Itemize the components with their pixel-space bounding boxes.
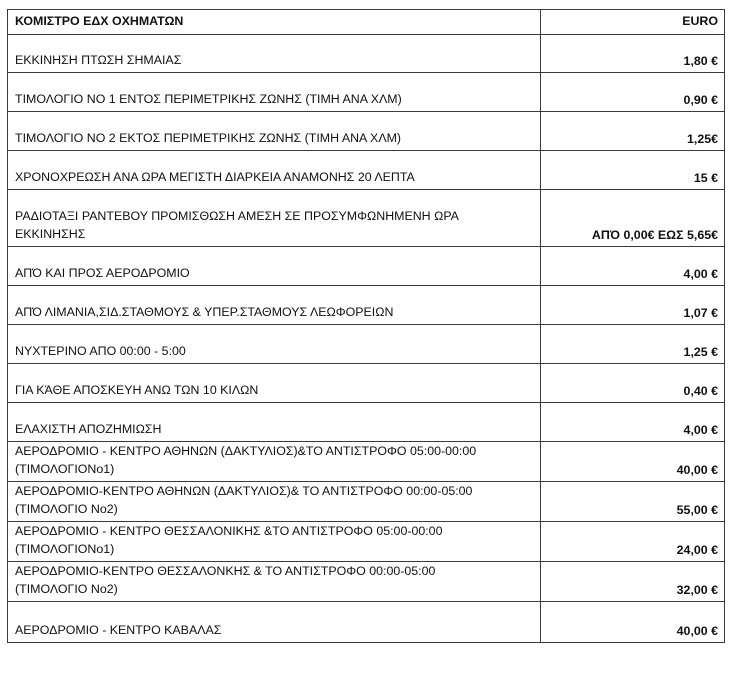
fare-description-line: ΑΕΡΟΔΡΟΜΙΟ - ΚΕΝΤΡΟ ΘΕΣΣΑΛΟΝΙΚΗΣ &ΤΟ ΑΝΤΙΣΤΡΟΦΟ 05:00-00:00 bbox=[15, 524, 443, 538]
fare-price: 1,25 € bbox=[541, 325, 725, 364]
fare-description: ΕΚΚΙΝΗΣΗ ΠΤΩΣΗ ΣΗΜΑΙΑΣ bbox=[8, 35, 541, 73]
fare-description-line: ΑΕΡΟΔΡΟΜΙΟ-ΚΕΝΤΡΟ ΘΕΣΣΑΛΟΝΚΗΣ & ΤΟ ΑΝΤΙΣΤΡΟΦΟ 00:00-05:00 bbox=[15, 564, 436, 578]
fare-description-line: (ΤΙΜΟΛΟΓΙΟ Νο2) bbox=[15, 502, 118, 516]
table-row bbox=[8, 325, 725, 364]
fare-price: 55,00 € bbox=[541, 482, 725, 522]
header-row bbox=[8, 10, 725, 35]
fare-description bbox=[8, 442, 541, 482]
table-row bbox=[8, 35, 725, 73]
table-row bbox=[8, 112, 725, 151]
fare-description-line: ΕΚΚΙΝΗΣΗΣ bbox=[15, 227, 86, 241]
fare-description bbox=[8, 522, 541, 562]
currency-header: EURO bbox=[541, 10, 725, 35]
fare-price: 32,00 € bbox=[541, 562, 725, 602]
fare-price: 4,00 € bbox=[541, 247, 725, 286]
table-row bbox=[8, 403, 725, 442]
fare-price: 1,07 € bbox=[541, 286, 725, 325]
table-row bbox=[8, 442, 725, 482]
fare-price: 40,00 € bbox=[541, 442, 725, 482]
fare-description bbox=[8, 482, 541, 522]
fare-price: 1,80 € bbox=[541, 35, 725, 73]
table-row bbox=[8, 522, 725, 562]
fare-description-line: (ΤΙΜΟΛΟΓΙΟΝο1) bbox=[15, 542, 115, 556]
fare-description-line: ΑΕΡΟΔΡΟΜΙΟ-ΚΕΝΤΡΟ ΑΘΗΝΩΝ (ΔΑΚΤΥΛΙΟΣ)& ΤΟ ΑΝΤΙΣΤΡΟΦΟ 00:00-05:00 bbox=[15, 484, 473, 498]
fare-description: ΝΥΧΤΕΡΙΝΟ ΑΠΟ 00:00 - 5:00 bbox=[8, 325, 541, 364]
fare-description-line: ΑΕΡΟΔΡΟΜΙΟ - ΚΕΝΤΡΟ ΑΘΗΝΩΝ (ΔΑΚΤΥΛΙΟΣ)&ΤΟ ΑΝΤΙΣΤΡΟΦΟ 05:00-00:00 bbox=[15, 444, 477, 458]
fare-description-line: (ΤΙΜΟΛΟΓΙΟΝο1) bbox=[15, 462, 115, 476]
fare-description-line: ΡΑΔΙΟΤΑΞΙ ΡΑΝΤΕΒΟΥ ΠΡΟΜΙΣΘΩΣΗ ΑΜΕΣΗ ΣΕ ΠΡΟΣΥΜΦΩΝΗΜΕΝΗ ΩΡΑ bbox=[15, 209, 459, 223]
fare-description: ΑΠΌ ΛΙΜΑΝΙΑ,ΣΙΔ.ΣΤΑΘΜΟΥΣ & ΥΠΕΡ.ΣΤΑΘΜΟΥΣ ΛΕΩΦΟΡΕΙΩΝ bbox=[8, 286, 541, 325]
fare-description-line: (ΤΙΜΟΛΟΓΙΟ Νο2) bbox=[15, 582, 118, 596]
fare-price: ΑΠΌ 0,00€ ΕΩΣ 5,65€ bbox=[541, 190, 725, 247]
fare-description: ΧΡΟΝΟΧΡΕΩΣΗ ΑΝΑ ΩΡΑ ΜΕΓΙΣΤΗ ΔΙΑΡΚΕΙΑ ΑΝΑΜΟΝΗΣ 20 ΛΕΠΤΑ bbox=[8, 151, 541, 190]
table-title: ΚΟΜΙΣΤΡΟ ΕΔΧ ΟΧΗΜΑΤΩΝ bbox=[8, 10, 541, 35]
fare-table bbox=[7, 9, 725, 643]
table-row bbox=[8, 364, 725, 403]
fare-price: 4,00 € bbox=[541, 403, 725, 442]
fare-description: ΓΙΑ ΚΆΘΕ ΑΠΟΣΚΕΥΗ ΑΝΩ ΤΩΝ 10 ΚΙΛΩΝ bbox=[8, 364, 541, 403]
fare-description: ΑΠΌ ΚΑΙ ΠΡΟΣ ΑΕΡΟΔΡΟΜΙΟ bbox=[8, 247, 541, 286]
table-row bbox=[8, 190, 725, 247]
fare-price: 0,90 € bbox=[541, 73, 725, 112]
fare-description: ΤΙΜΟΛΟΓΙΟ ΝΟ 2 ΕΚΤΟΣ ΠΕΡΙΜΕΤΡΙΚΗΣ ΖΩΝΗΣ (ΤΙΜΗ ΑΝΑ ΧΛΜ) bbox=[8, 112, 541, 151]
fare-description: ΑΕΡΟΔΡΟΜΙΟ - ΚΕΝΤΡΟ ΚΑΒΑΛΑΣ bbox=[8, 602, 541, 643]
fare-description bbox=[8, 562, 541, 602]
fare-price: 15 € bbox=[541, 151, 725, 190]
table-row bbox=[8, 482, 725, 522]
table-row bbox=[8, 151, 725, 190]
fare-price: 1,25€ bbox=[541, 112, 725, 151]
table-row bbox=[8, 247, 725, 286]
fare-description bbox=[8, 190, 541, 247]
table-row bbox=[8, 562, 725, 602]
fare-price: 40,00 € bbox=[541, 602, 725, 643]
fare-price: 24,00 € bbox=[541, 522, 725, 562]
table-row bbox=[8, 73, 725, 112]
fare-price: 0,40 € bbox=[541, 364, 725, 403]
fare-description: ΕΛΑΧΙΣΤΗ ΑΠΟΖΗΜΙΩΣΗ bbox=[8, 403, 541, 442]
fare-description: ΤΙΜΟΛΟΓΙΟ ΝΟ 1 ΕΝΤΟΣ ΠΕΡΙΜΕΤΡΙΚΗΣ ΖΩΝΗΣ (ΤΙΜΗ ΑΝΑ ΧΛΜ) bbox=[8, 73, 541, 112]
table-row bbox=[8, 286, 725, 325]
table-row bbox=[8, 602, 725, 643]
